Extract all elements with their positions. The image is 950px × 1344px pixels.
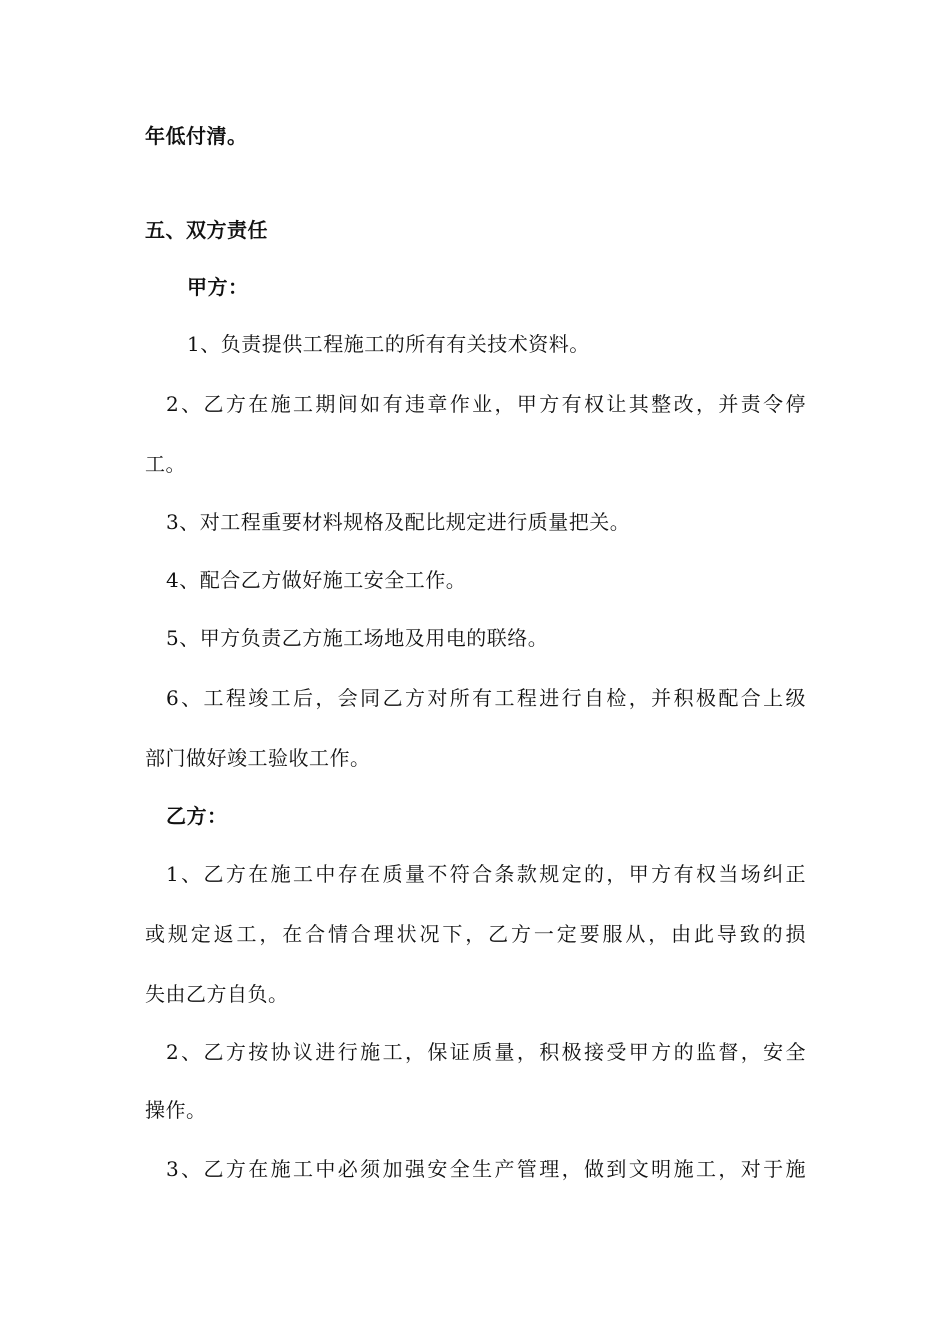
party-b-item-3: 3、乙方在施工中必须加强安全生产管理，做到文明施工，对于施 <box>166 1157 806 1181</box>
paragraph-payment-end: 年低付清。 <box>145 124 248 148</box>
section-heading-responsibilities: 五、双方责任 <box>145 218 268 242</box>
party-a-item-5: 5、甲方负责乙方施工场地及用电的联络。 <box>166 626 549 650</box>
party-a-item-2-cont: 工。 <box>145 452 186 476</box>
party-b-item-2-cont: 操作。 <box>145 1098 207 1122</box>
party-a-item-1: 1、负责提供工程施工的所有有关技术资料。 <box>187 332 590 356</box>
party-a-item-3: 3、对工程重要材料规格及配比规定进行质量把关。 <box>166 510 631 534</box>
party-a-item-2: 2、乙方在施工期间如有违章作业，甲方有权让其整改，并责令停 <box>166 392 806 416</box>
party-b-item-1-cont2: 失由乙方自负。 <box>145 982 289 1006</box>
party-a-item-4: 4、配合乙方做好施工安全工作。 <box>166 568 467 592</box>
party-b-heading: 乙方： <box>166 804 228 828</box>
party-a-item-6-cont: 部门做好竣工验收工作。 <box>145 746 371 770</box>
party-b-item-1-cont: 或规定返工，在合情合理状况下，乙方一定要服从，由此导致的损 <box>145 922 806 946</box>
party-a-heading: 甲方： <box>187 275 249 299</box>
party-b-item-2: 2、乙方按协议进行施工，保证质量，积极接受甲方的监督，安全 <box>166 1040 806 1064</box>
party-a-item-6: 6、工程竣工后，会同乙方对所有工程进行自检，并积极配合上级 <box>166 686 806 710</box>
party-b-item-1: 1、乙方在施工中存在质量不符合条款规定的，甲方有权当场纠正 <box>166 862 806 886</box>
